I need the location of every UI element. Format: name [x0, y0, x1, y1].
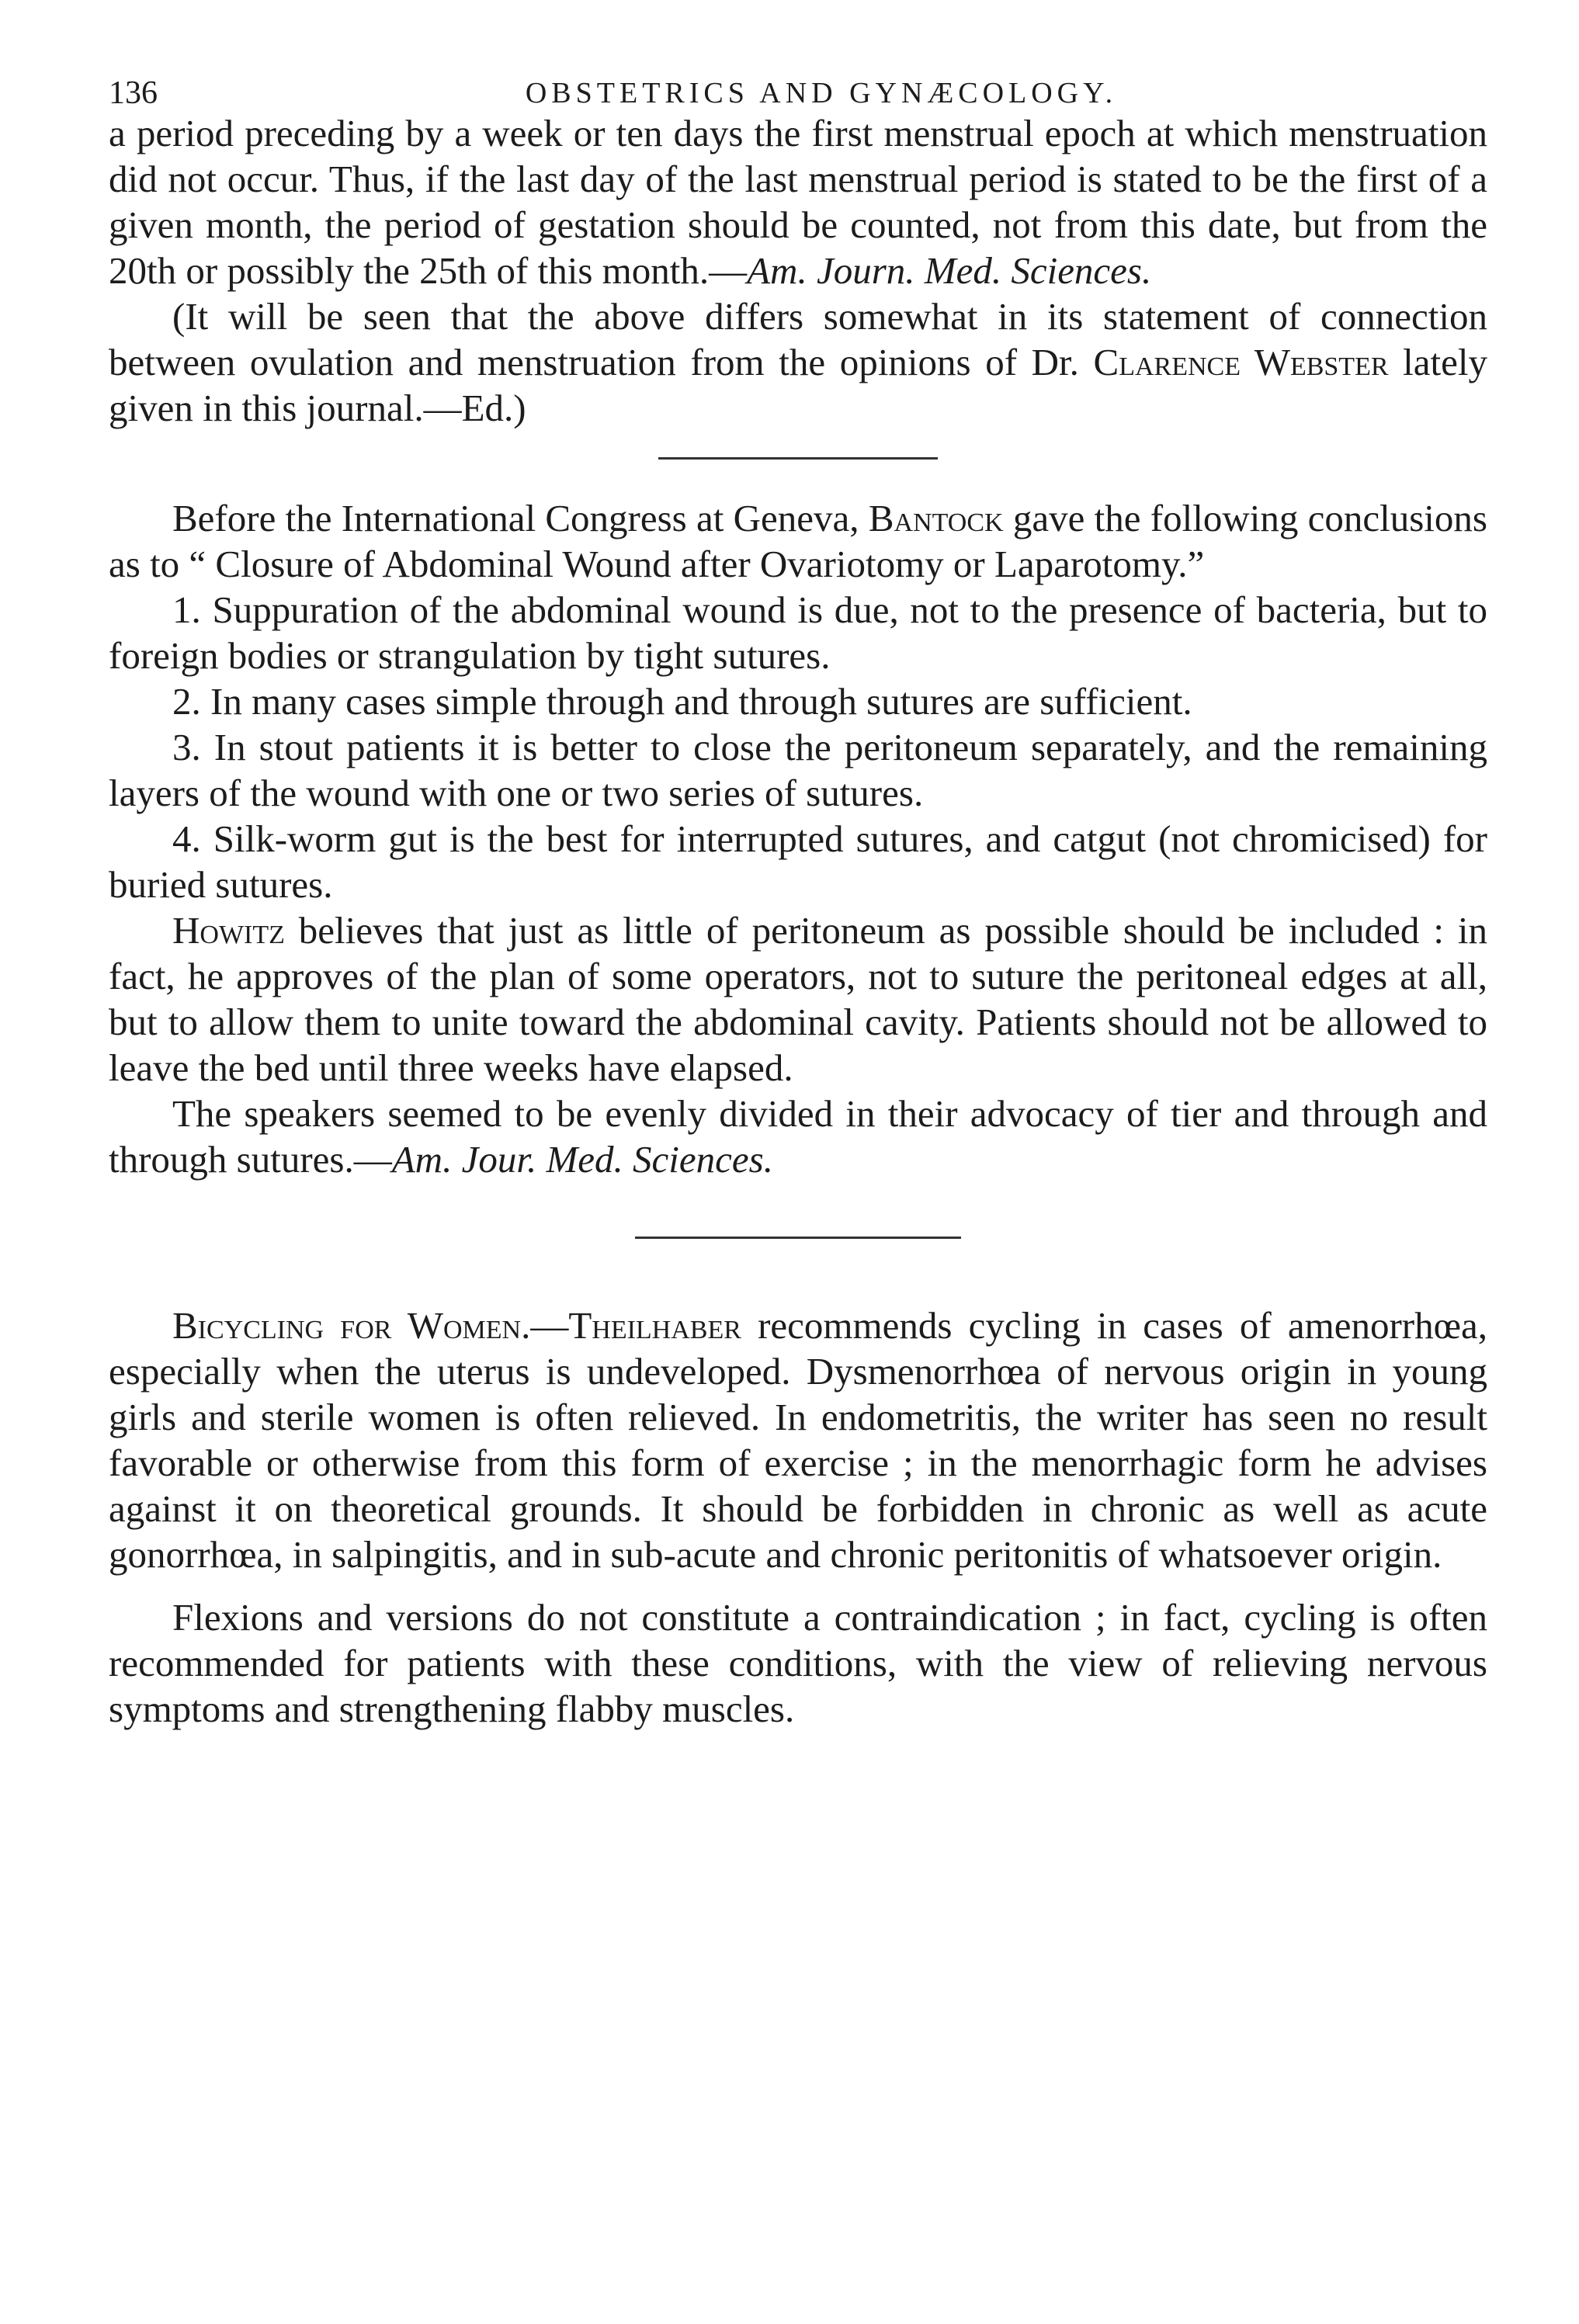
article-body [109, 110, 1487, 1732]
author-name: Theilhaber [568, 1304, 741, 1347]
bicycling-paragraph: Bicycling for Women.—Theilhaber recommends cycling in cases of amenorrhœa, especially when the uterus is undeveloped. Dysmenorrhœa of nervous origin in young girls and sterile women is often relieved. In endometritis, the writer has seen no result favorable or otherwise from this form of exercise ; in the menorrhagic form he advises against it on theoretical grounds. It should be forbidden in chronic as well as acute gonorrhœa, in salpingitis, and in sub-acute and chronic peritonitis of whatsoever origin. [109, 1304, 1487, 1576]
running-head: OBSTETRICS AND GYNÆCOLOGY. [525, 77, 1118, 109]
speakers-paragraph: The speakers seemed to be evenly divided in their advocacy of tier and through and through sutures.—Am. Jour. Med. Sciences. [109, 1092, 1487, 1181]
page-header [109, 48, 1487, 110]
conclusion-item: 3. In stout patients it is better to close the peritoneum separately, and the remaining layers of the wound with one or two series of sutures. [109, 726, 1487, 814]
section-title: Bicycling for Women. [172, 1304, 531, 1347]
editor-note: (It will be seen that the above differs somewhat in its statement of connection between ovulation and menstruation from the opinions of Dr. Clarence Webster lately given in this journal.—Ed.) [109, 295, 1487, 429]
section-divider [635, 1237, 961, 1239]
conclusion-item: 4. Silk-worm gut is the best for interrupted sutures, and catgut (not chromicised) for buried sutures. [109, 817, 1487, 906]
conclusion-item: 1. Suppuration of the abdominal wound is due, not to the presence of bacteria, but to foreign bodies or strangulation by tight sutures. [109, 588, 1487, 677]
section-divider [658, 457, 938, 460]
congress-intro: Before the International Congress at Geneva, Bantock gave the following conclusions as to “ Closure of Abdominal Wound after Ovariotomy or Laparotomy.” [109, 497, 1487, 585]
gestation-paragraph: a period preceding by a week or ten days the first menstrual epoch at which menstruation did not occur. Thus, if the last day of the last menstrual period is stated to be the first of a given month, the period of gestation should be counted, not from this date, but from the 20th or possibly the 25th of this month.—Am. Journ. Med. Sciences. [109, 112, 1487, 292]
howitz-paragraph: Howitz believes that just as little of peritoneum as possible should be included : in fact, he approves of the plan of some operators, not to suture the peritoneal edges at all, but to allow them to unite toward the abdominal cavity. Patients should not be allowed to leave the bed until three weeks have elapsed. [109, 909, 1487, 1089]
flexions-paragraph: Flexions and versions do not constitute a contraindication ; in fact, cycling is often recommended for patients with these conditions, with the view of relieving nervous symptoms and strengthening flabby muscles. [109, 1596, 1487, 1730]
author-name: Bantock [868, 497, 1004, 539]
source-citation: Am. Jour. Med. Sciences. [391, 1138, 773, 1181]
page-number: 136 [109, 75, 158, 111]
conclusion-item: 2. In many cases simple through and through sutures are sufficient. [172, 680, 1192, 723]
author-name: Howitz [172, 909, 285, 952]
source-citation: Am. Journ. Med. Sciences. [747, 249, 1152, 292]
author-name: Clarence Webster [1093, 341, 1389, 383]
